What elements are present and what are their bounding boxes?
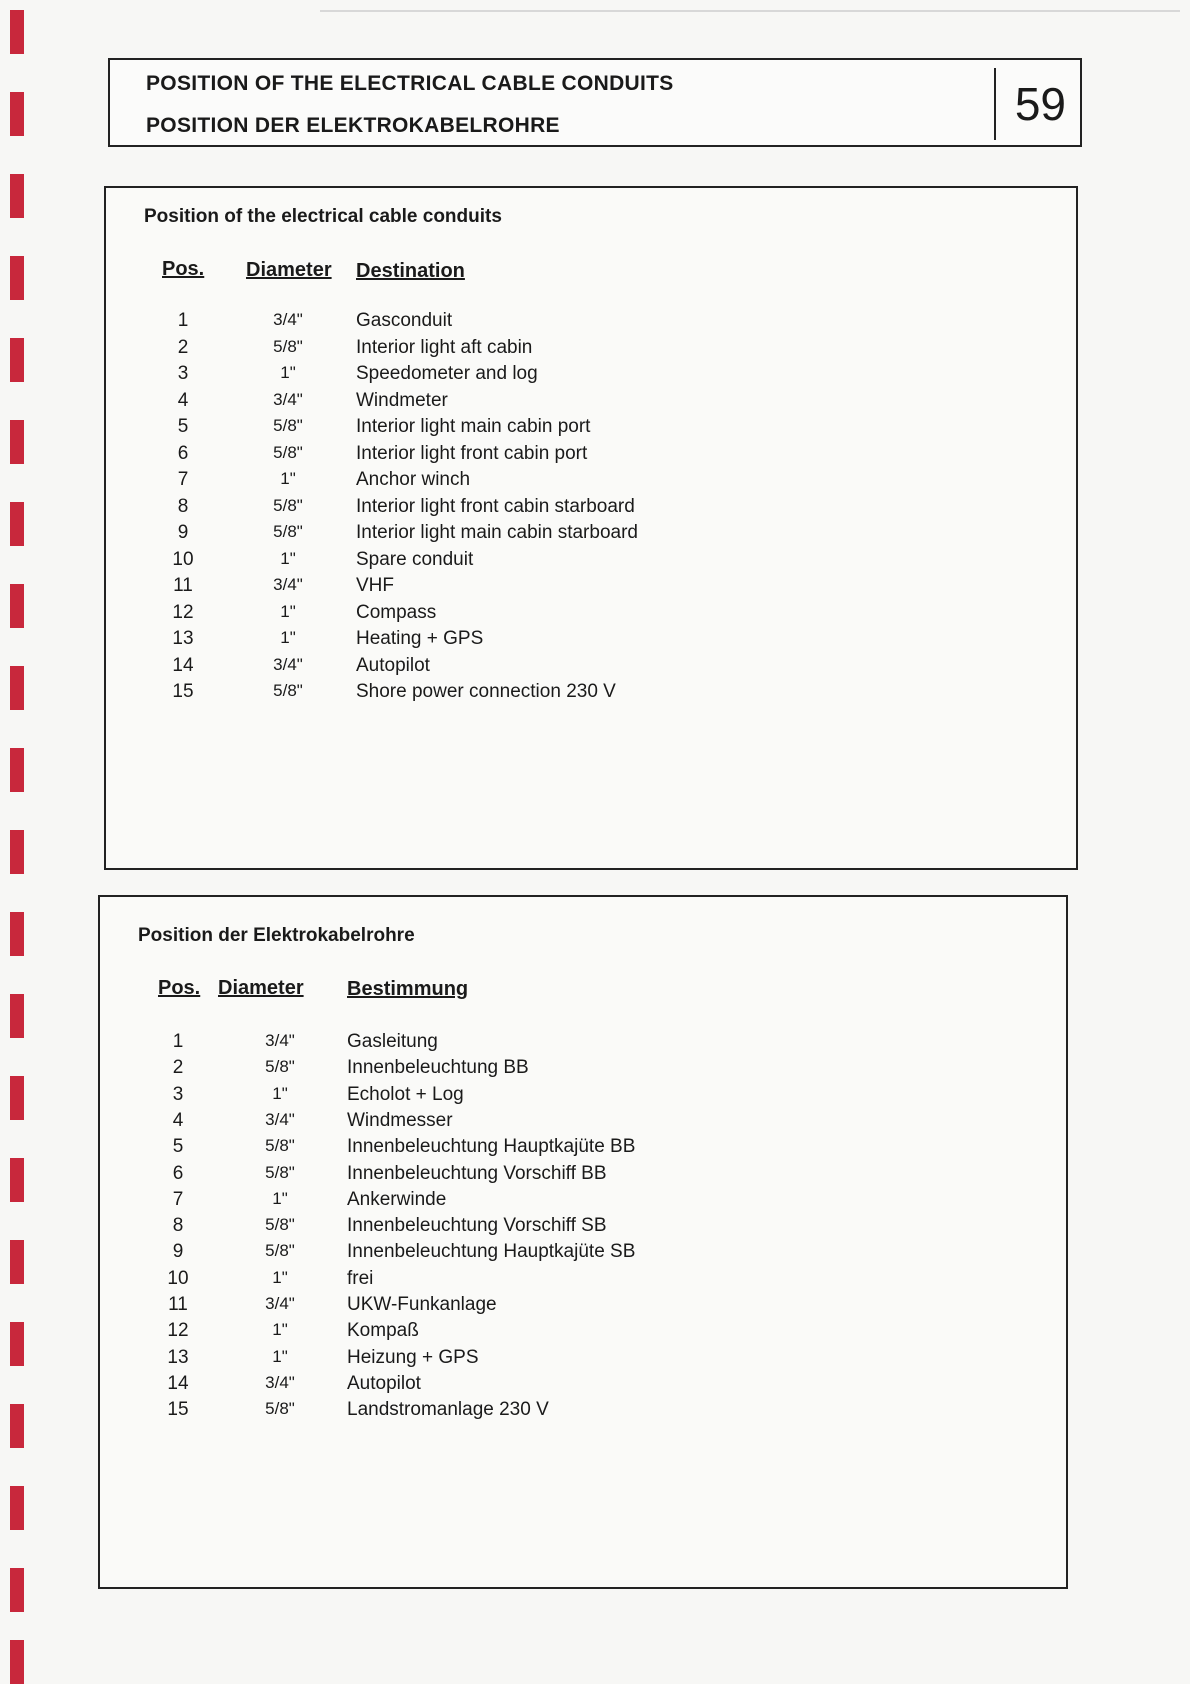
row-diameter: 3/4" bbox=[273, 310, 303, 329]
row-diameter: 1" bbox=[272, 1083, 288, 1103]
row-destination: Windmesser bbox=[347, 1109, 453, 1131]
table-row bbox=[106, 337, 1076, 363]
table-row bbox=[100, 1110, 1066, 1136]
row-diameter: 5/8" bbox=[265, 1057, 295, 1077]
table-row bbox=[100, 1347, 1066, 1373]
row-destination: Interior light main cabin port bbox=[356, 416, 591, 437]
row-diameter: 5/8" bbox=[265, 1241, 295, 1261]
header-title-en: POSITION OF THE ELECTRICAL CABLE CONDUITS bbox=[146, 72, 674, 95]
row-pos: 14 bbox=[172, 654, 194, 676]
row-diameter: 1" bbox=[280, 548, 296, 568]
row-diameter: 5/8" bbox=[265, 1136, 295, 1156]
col-header-diameter-de: Diameter bbox=[218, 977, 304, 999]
table-row bbox=[106, 575, 1076, 601]
row-diameter: 1" bbox=[280, 469, 296, 488]
german-panel bbox=[98, 895, 1068, 1589]
row-pos: 13 bbox=[167, 1346, 189, 1368]
row-diameter: 5/8" bbox=[265, 1399, 295, 1419]
row-destination: Gasconduit bbox=[356, 310, 453, 331]
row-destination: Echolot + Log bbox=[347, 1083, 464, 1105]
table-row bbox=[100, 1215, 1066, 1241]
row-diameter: 3/4" bbox=[273, 389, 303, 409]
row-pos: 9 bbox=[177, 522, 189, 543]
ring-binding bbox=[10, 0, 28, 1684]
row-diameter: 3/4" bbox=[265, 1294, 295, 1313]
row-pos: 11 bbox=[173, 575, 193, 596]
row-destination: Autopilot bbox=[347, 1372, 421, 1394]
row-pos: 1 bbox=[172, 1031, 184, 1052]
row-destination: Innenbeleuchtung Vorschiff SB bbox=[347, 1215, 607, 1237]
row-destination: Innenbeleuchtung Hauptkajüte BB bbox=[347, 1136, 636, 1158]
row-destination: Gasleitung bbox=[347, 1031, 438, 1052]
row-destination: Windmeter bbox=[356, 389, 448, 411]
english-panel bbox=[104, 186, 1078, 870]
table-row bbox=[100, 1189, 1066, 1215]
table-row bbox=[106, 628, 1076, 654]
col-header-diameter: Diameter bbox=[246, 259, 332, 281]
row-pos: 11 bbox=[168, 1294, 188, 1315]
row-diameter: 5/8" bbox=[273, 522, 303, 541]
row-pos: 10 bbox=[172, 548, 194, 570]
row-pos: 3 bbox=[177, 363, 189, 384]
table-row bbox=[106, 469, 1076, 495]
row-diameter: 1" bbox=[272, 1267, 288, 1287]
table-row bbox=[106, 655, 1076, 681]
row-diameter: 3/4" bbox=[265, 1031, 295, 1050]
table-row bbox=[100, 1320, 1066, 1346]
row-pos: 1 bbox=[177, 310, 189, 331]
row-pos: 12 bbox=[172, 601, 194, 623]
table-row bbox=[100, 1057, 1066, 1083]
table-row bbox=[106, 390, 1076, 416]
row-destination: frei bbox=[347, 1267, 374, 1289]
row-pos: 15 bbox=[172, 681, 194, 702]
row-destination: VHF bbox=[356, 575, 394, 596]
table-row bbox=[106, 522, 1076, 548]
table-row bbox=[100, 1031, 1066, 1057]
table-row bbox=[106, 416, 1076, 442]
col-header-destination: Destination bbox=[356, 260, 465, 282]
row-pos: 10 bbox=[167, 1267, 189, 1289]
row-destination: Kompaß bbox=[347, 1320, 419, 1342]
page-header bbox=[108, 58, 1082, 147]
row-diameter: 1" bbox=[272, 1346, 288, 1366]
table-row bbox=[106, 681, 1076, 707]
table-row bbox=[106, 549, 1076, 575]
row-diameter: 3/4" bbox=[273, 654, 303, 674]
table-row bbox=[100, 1084, 1066, 1110]
row-diameter: 5/8" bbox=[265, 1215, 295, 1235]
row-diameter: 3/4" bbox=[265, 1109, 295, 1129]
row-pos: 7 bbox=[177, 469, 189, 490]
col-header-pos-de: Pos. bbox=[158, 977, 201, 999]
row-diameter: 3/4" bbox=[273, 575, 303, 594]
row-pos: 13 bbox=[172, 628, 194, 649]
row-pos: 8 bbox=[172, 1215, 184, 1237]
row-destination: Interior light aft cabin bbox=[356, 336, 533, 358]
row-diameter: 5/8" bbox=[273, 442, 303, 462]
row-pos: 5 bbox=[177, 416, 189, 437]
col-header-bestimmung: Bestimmung bbox=[347, 978, 469, 1000]
header-title-de: POSITION DER ELEKTROKABELROHRE bbox=[146, 114, 560, 137]
table-row bbox=[106, 363, 1076, 389]
row-destination: Shore power connection 230 V bbox=[356, 681, 616, 702]
table-row bbox=[100, 1268, 1066, 1294]
page-number: 59 bbox=[994, 68, 1074, 140]
row-diameter: 5/8" bbox=[273, 681, 303, 700]
row-destination: Compass bbox=[356, 601, 437, 623]
table-row bbox=[100, 1373, 1066, 1399]
row-destination: Autopilot bbox=[356, 654, 430, 676]
col-header-pos: Pos. bbox=[162, 258, 205, 280]
row-destination: Innenbeleuchtung Vorschiff BB bbox=[347, 1162, 607, 1184]
row-diameter: 1" bbox=[272, 1320, 288, 1340]
row-destination: Innenbeleuchtung BB bbox=[347, 1057, 529, 1079]
row-diameter: 1" bbox=[280, 601, 296, 621]
table-row bbox=[106, 310, 1076, 336]
row-diameter: 1" bbox=[280, 363, 296, 382]
table-row bbox=[100, 1294, 1066, 1320]
row-destination: Innenbeleuchtung Hauptkajüte SB bbox=[347, 1241, 636, 1263]
row-destination: Speedometer and log bbox=[356, 363, 538, 384]
table-row bbox=[106, 496, 1076, 522]
row-destination: Anchor winch bbox=[356, 469, 471, 490]
row-pos: 14 bbox=[167, 1372, 189, 1394]
row-diameter: 5/8" bbox=[273, 336, 303, 356]
german-panel-title: Position der Elektrokabelrohre bbox=[138, 925, 415, 946]
table-row bbox=[100, 1136, 1066, 1162]
row-pos: 9 bbox=[172, 1241, 184, 1263]
row-pos: 15 bbox=[167, 1399, 189, 1421]
row-pos: 5 bbox=[172, 1136, 184, 1158]
row-pos: 12 bbox=[167, 1320, 189, 1342]
row-diameter: 3/4" bbox=[265, 1372, 295, 1392]
row-pos: 6 bbox=[177, 442, 189, 464]
table-row bbox=[100, 1399, 1066, 1425]
top-rule bbox=[320, 10, 1180, 12]
row-diameter: 5/8" bbox=[265, 1162, 295, 1182]
row-pos: 8 bbox=[177, 495, 189, 517]
row-destination: UKW-Funkanlage bbox=[347, 1294, 497, 1315]
row-diameter: 5/8" bbox=[273, 416, 303, 435]
row-pos: 2 bbox=[172, 1057, 184, 1079]
row-pos: 7 bbox=[172, 1188, 184, 1210]
table-row bbox=[106, 443, 1076, 469]
row-pos: 2 bbox=[177, 336, 189, 358]
table-row bbox=[100, 1163, 1066, 1189]
row-destination: Interior light front cabin starboard bbox=[356, 495, 635, 517]
row-destination: Interior light main cabin starboard bbox=[356, 522, 638, 543]
table-row bbox=[106, 602, 1076, 628]
row-destination: Landstromanlage 230 V bbox=[347, 1399, 549, 1421]
row-pos: 3 bbox=[172, 1083, 184, 1105]
row-diameter: 1" bbox=[272, 1188, 288, 1208]
row-pos: 4 bbox=[172, 1109, 184, 1131]
row-pos: 6 bbox=[172, 1162, 184, 1184]
row-destination: Ankerwinde bbox=[347, 1188, 447, 1210]
row-diameter: 5/8" bbox=[273, 495, 303, 515]
row-destination: Heizung + GPS bbox=[347, 1346, 479, 1368]
row-pos: 4 bbox=[177, 389, 189, 411]
row-destination: Interior light front cabin port bbox=[356, 442, 588, 464]
row-destination: Heating + GPS bbox=[356, 628, 484, 649]
table-row bbox=[100, 1241, 1066, 1267]
row-destination: Spare conduit bbox=[356, 548, 474, 570]
english-panel-title: Position of the electrical cable conduits bbox=[144, 206, 502, 227]
row-diameter: 1" bbox=[280, 628, 296, 647]
